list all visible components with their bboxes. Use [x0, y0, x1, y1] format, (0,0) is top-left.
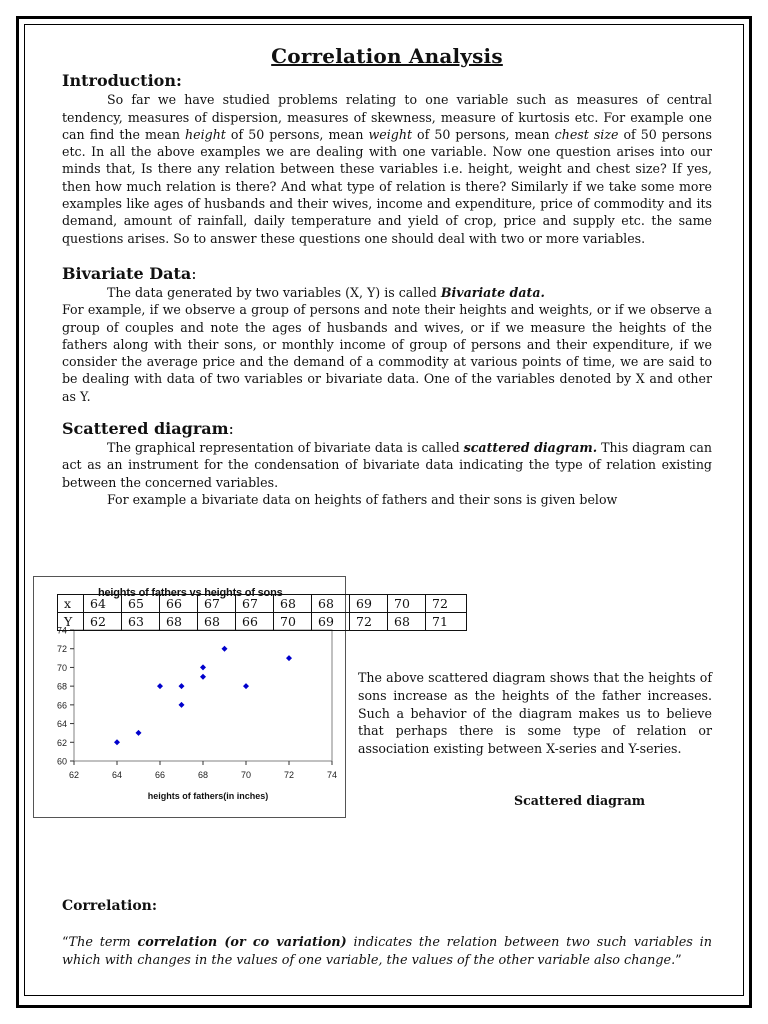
data-table [57, 594, 467, 631]
bivariate-heading: Bivariate Data: [62, 263, 197, 283]
table-cell: 68 [198, 613, 236, 631]
y-tick-label: 70 [56, 662, 67, 673]
table-cell: 67 [198, 595, 236, 613]
correlation-quote: “The term correlation (or co variation) indicates the relation between two such variables in which with changes in the values of one variable, the values of the other variable also change.” [62, 935, 712, 968]
y-tick-label: 74 [56, 625, 67, 636]
chart-description: The above scattered diagram shows that the heights of sons increase as the heights of the father increases. Such a behavior of the diagram makes us to believe that perhaps there is some type of relation or association existing between X-series and Y-series. [358, 670, 712, 757]
table-cell: 64 [84, 595, 122, 613]
table-cell: 69 [312, 613, 350, 631]
correlation-heading: Correlation: [62, 898, 157, 914]
table-cell: 70 [274, 613, 312, 631]
bivariate-paragraph: For example, if we observe a group of persons and note their heights and weights, or if we observe a group of couples and note the ages of husbands and wives, or if we measure the heights of the fathers along with their sons, or monthly income of group of persons and their expenditure, if we consider the average price and the demand of a commodity at various points of time, we are said to be dealing with data of two variables or bivariate data. One of the variables denoted by X and other as Y. [62, 302, 712, 404]
figure-caption: Scattered diagram [514, 793, 646, 808]
scatter-example: For example a bivariate data on heights of fathers and their sons is given below [107, 491, 618, 507]
intro-heading: Introduction: [62, 71, 182, 91]
table-cell: 70 [388, 595, 426, 613]
table-cell: 68 [160, 613, 198, 631]
row-label-x: x [58, 595, 84, 613]
table-cell: 66 [160, 595, 198, 613]
x-tick-label: 74 [326, 770, 338, 780]
y-tick-label: 66 [56, 700, 67, 711]
scatter-definition: The graphical representation of bivariate data is called scattered diagram. This diagram can act as an instrument for the condensation of bivariate data indicating the type of relation existing between the concerned variables. [62, 440, 712, 490]
bivariate-definition: The data generated by two variables (X, Y) is called Bivariate data. [107, 284, 545, 300]
table-cell: 67 [236, 595, 274, 613]
intro-paragraph: So far we have studied problems relating to one variable such as measures of central tendency, measures of dispersion, measures of skewness, measure of kurtosis etc. For example one can find the mean height of 50 persons, mean weight of 50 persons, mean chest size of 50 persons etc. In all the above examples we are dealing with one variable. Now one question arises into our minds that, Is there any relation between these variables i.e. height, weight and chest size? If yes, then how much relation is there? And what type of relation is there? Similarly if we take some more examples like ages of husbands and their wives, income and expenditure, price of commodity and its demand, amount of rainfall, daily temperature and yield of crop, price and supply etc. the same questions arises. So to answer these questions one should deal with two or more variables. [62, 92, 712, 246]
x-axis-label: heights of fathers(in inches) [147, 791, 269, 801]
table-cell: 68 [312, 595, 350, 613]
table-cell: 68 [274, 595, 312, 613]
table-cell: 69 [350, 595, 388, 613]
y-tick-label: 72 [56, 644, 67, 655]
table-cell: 68 [388, 613, 426, 631]
table-cell: 72 [426, 595, 467, 613]
x-tick-label: 66 [154, 770, 166, 780]
x-tick-label: 72 [283, 770, 295, 780]
document-body [62, 44, 712, 508]
table-row-x [58, 595, 467, 613]
x-tick-label: 64 [111, 770, 123, 780]
row-label-y: Y [58, 613, 84, 631]
x-tick-label: 70 [240, 770, 252, 780]
table-row-y [58, 613, 467, 631]
table-cell: 62 [84, 613, 122, 631]
y-tick-label: 62 [56, 737, 67, 748]
y-tick-label: 64 [56, 719, 67, 730]
page-title: Correlation Analysis [271, 44, 503, 68]
y-tick-label: 68 [56, 681, 67, 692]
table-cell: 63 [122, 613, 160, 631]
chart-title: heights of fathers vs heights of sons [98, 587, 283, 599]
table-cell: 71 [426, 613, 467, 631]
table-cell: 66 [236, 613, 274, 631]
scatter-heading: Scattered diagram: [62, 419, 234, 439]
table-cell: 65 [122, 595, 160, 613]
plot-area [74, 630, 332, 761]
x-tick-label: 68 [197, 770, 209, 780]
y-tick-label: 60 [56, 756, 67, 767]
table-cell: 72 [350, 613, 388, 631]
x-tick-label: 62 [68, 770, 80, 780]
